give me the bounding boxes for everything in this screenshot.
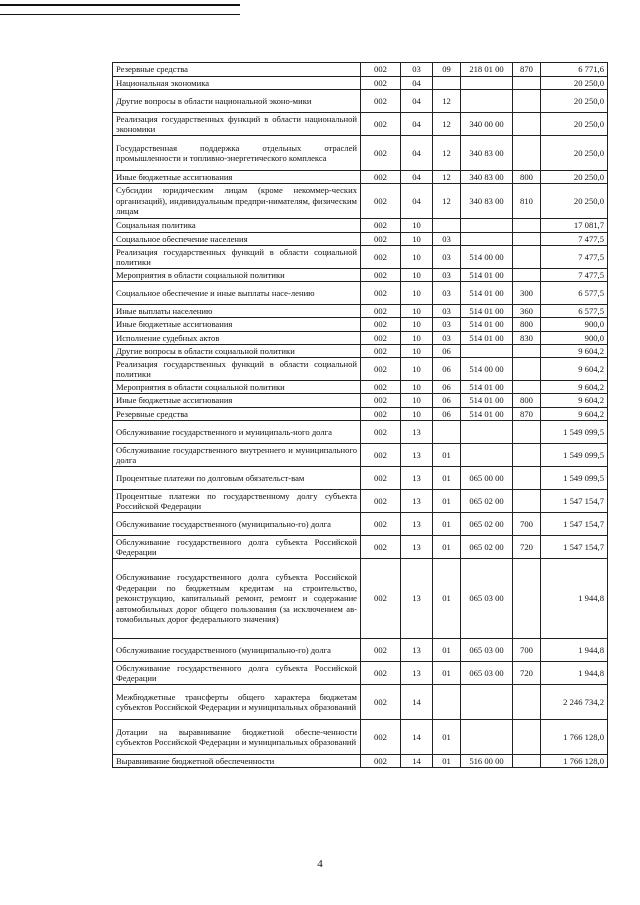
header-rule-thick bbox=[0, 4, 240, 6]
row-name bbox=[113, 685, 361, 720]
row-ved-code: 002 bbox=[361, 755, 401, 768]
row-ved-code: 002 bbox=[361, 246, 401, 269]
row-section-code: 13 bbox=[401, 444, 433, 467]
row-subsection-code: 01 bbox=[433, 755, 461, 768]
row-name bbox=[113, 662, 361, 685]
row-ved-code: 002 bbox=[361, 720, 401, 755]
row-name bbox=[113, 394, 361, 408]
row-expense-type-code bbox=[513, 381, 541, 394]
row-target-code: 340 83 00 bbox=[461, 136, 513, 171]
row-name bbox=[113, 444, 361, 467]
row-amount: 900,0 bbox=[541, 318, 608, 332]
row-expense-type-code bbox=[513, 345, 541, 358]
row-name-text: Социальная политика bbox=[116, 220, 196, 231]
row-amount: 9 604,2 bbox=[541, 408, 608, 421]
row-ved-code: 002 bbox=[361, 536, 401, 559]
row-target-code: 514 01 00 bbox=[461, 381, 513, 394]
row-section-code: 10 bbox=[401, 332, 433, 345]
table-row bbox=[113, 305, 608, 318]
row-amount: 2 246 734,2 bbox=[541, 685, 608, 720]
row-amount: 7 477,5 bbox=[541, 269, 608, 282]
row-target-code: 514 00 00 bbox=[461, 246, 513, 269]
table-row bbox=[113, 63, 608, 77]
row-name bbox=[113, 490, 361, 513]
row-amount: 1 549 099,5 bbox=[541, 467, 608, 490]
row-name-text: Обслуживание государственного внутреннего и муниципального долга bbox=[116, 444, 357, 465]
row-subsection-code: 03 bbox=[433, 233, 461, 246]
row-name bbox=[113, 639, 361, 662]
row-target-code: 340 00 00 bbox=[461, 113, 513, 136]
row-name bbox=[113, 408, 361, 421]
row-ved-code: 002 bbox=[361, 559, 401, 639]
row-name-text: Процентные платежи по государственному долгу субъекта Российской Федерации bbox=[116, 490, 357, 511]
row-subsection-code: 12 bbox=[433, 136, 461, 171]
row-expense-type-code bbox=[513, 219, 541, 233]
row-subsection-code: 01 bbox=[433, 662, 461, 685]
row-name-text: Обслуживание государственного долга субъекта Российской Федерации bbox=[116, 662, 357, 683]
row-ved-code: 002 bbox=[361, 282, 401, 305]
table-row bbox=[113, 394, 608, 408]
row-amount: 6 577,5 bbox=[541, 282, 608, 305]
table-row bbox=[113, 536, 608, 559]
table-row bbox=[113, 113, 608, 136]
row-section-code: 13 bbox=[401, 559, 433, 639]
row-name-text: Исполнение судебных актов bbox=[116, 332, 220, 343]
row-section-code: 14 bbox=[401, 685, 433, 720]
row-ved-code: 002 bbox=[361, 63, 401, 77]
row-subsection-code: 12 bbox=[433, 113, 461, 136]
row-target-code bbox=[461, 720, 513, 755]
row-section-code: 10 bbox=[401, 408, 433, 421]
row-section-code: 10 bbox=[401, 269, 433, 282]
row-name-text: Иные выплаты населению bbox=[116, 305, 213, 316]
row-name-text: Социальное обеспечение и иные выплаты насе-лению bbox=[116, 287, 315, 298]
row-subsection-code: 03 bbox=[433, 246, 461, 269]
row-subsection-code: 03 bbox=[433, 332, 461, 345]
row-name bbox=[113, 332, 361, 345]
row-name-text: Обслуживание государственного долга субъекта Российской Федерации по бюджетным кредитам на строительство, реконструкцию, капитальный ремонт, ремонт и содержание автомобильных дорог общего пользования (за исключением ав-томобильных дорог федерального значения) bbox=[116, 572, 357, 625]
row-section-code: 13 bbox=[401, 536, 433, 559]
row-target-code: 065 02 00 bbox=[461, 536, 513, 559]
row-name bbox=[113, 282, 361, 305]
budget-table-body bbox=[113, 63, 608, 768]
table-row bbox=[113, 662, 608, 685]
row-target-code: 218 01 00 bbox=[461, 63, 513, 77]
row-subsection-code: 03 bbox=[433, 269, 461, 282]
row-name bbox=[113, 171, 361, 184]
row-name-text: Мероприятия в области социальной политики bbox=[116, 269, 285, 280]
row-subsection-code: 01 bbox=[433, 720, 461, 755]
row-target-code: 514 01 00 bbox=[461, 282, 513, 305]
row-name bbox=[113, 305, 361, 318]
row-target-code bbox=[461, 77, 513, 90]
row-name bbox=[113, 513, 361, 536]
table-row bbox=[113, 184, 608, 219]
row-subsection-code: 12 bbox=[433, 171, 461, 184]
row-amount: 20 250,0 bbox=[541, 90, 608, 113]
row-amount: 1 944,8 bbox=[541, 639, 608, 662]
row-name bbox=[113, 559, 361, 639]
row-ved-code: 002 bbox=[361, 77, 401, 90]
row-ved-code: 002 bbox=[361, 662, 401, 685]
row-name-text: Иные бюджетные ассигнования bbox=[116, 171, 233, 182]
row-section-code: 10 bbox=[401, 318, 433, 332]
row-amount: 1 547 154,7 bbox=[541, 536, 608, 559]
row-target-code bbox=[461, 444, 513, 467]
row-target-code: 514 01 00 bbox=[461, 394, 513, 408]
row-amount: 1 766 128,0 bbox=[541, 720, 608, 755]
row-ved-code: 002 bbox=[361, 136, 401, 171]
row-name bbox=[113, 720, 361, 755]
row-name-text: Обслуживание государственного (муниципально-го) долга bbox=[116, 644, 331, 655]
row-name bbox=[113, 63, 361, 77]
row-ved-code: 002 bbox=[361, 332, 401, 345]
row-expense-type-code bbox=[513, 559, 541, 639]
table-row bbox=[113, 332, 608, 345]
table-row bbox=[113, 77, 608, 90]
row-ved-code: 002 bbox=[361, 90, 401, 113]
row-name bbox=[113, 219, 361, 233]
row-target-code: 514 01 00 bbox=[461, 318, 513, 332]
row-ved-code: 002 bbox=[361, 408, 401, 421]
row-amount: 20 250,0 bbox=[541, 136, 608, 171]
row-ved-code: 002 bbox=[361, 381, 401, 394]
row-target-code: 514 00 00 bbox=[461, 358, 513, 381]
row-expense-type-code bbox=[513, 490, 541, 513]
row-name-text: Национальная экономика bbox=[116, 77, 210, 88]
row-name bbox=[113, 755, 361, 768]
row-expense-type-code: 360 bbox=[513, 305, 541, 318]
row-section-code: 03 bbox=[401, 63, 433, 77]
row-expense-type-code: 720 bbox=[513, 662, 541, 685]
row-subsection-code: 06 bbox=[433, 381, 461, 394]
table-row bbox=[113, 559, 608, 639]
row-amount: 17 081,7 bbox=[541, 219, 608, 233]
table-row bbox=[113, 358, 608, 381]
row-expense-type-code bbox=[513, 467, 541, 490]
row-name-text: Мероприятия в области социальной политики bbox=[116, 381, 285, 392]
row-section-code: 10 bbox=[401, 246, 433, 269]
row-ved-code: 002 bbox=[361, 219, 401, 233]
row-name bbox=[113, 184, 361, 219]
row-amount: 900,0 bbox=[541, 332, 608, 345]
row-ved-code: 002 bbox=[361, 685, 401, 720]
row-subsection-code bbox=[433, 77, 461, 90]
row-expense-type-code: 300 bbox=[513, 282, 541, 305]
row-amount: 7 477,5 bbox=[541, 233, 608, 246]
row-name bbox=[113, 345, 361, 358]
row-name-text: Обслуживание государственного и муниципаль-ного долга bbox=[116, 426, 332, 437]
row-subsection-code: 03 bbox=[433, 282, 461, 305]
row-subsection-code: 09 bbox=[433, 63, 461, 77]
row-name bbox=[113, 233, 361, 246]
row-target-code: 514 01 00 bbox=[461, 269, 513, 282]
table-row bbox=[113, 467, 608, 490]
row-name-text: Другие вопросы в области социальной политики bbox=[116, 345, 295, 356]
row-section-code: 10 bbox=[401, 233, 433, 246]
row-subsection-code: 03 bbox=[433, 318, 461, 332]
row-section-code: 10 bbox=[401, 345, 433, 358]
table-row bbox=[113, 513, 608, 536]
row-target-code: 065 03 00 bbox=[461, 662, 513, 685]
row-ved-code: 002 bbox=[361, 358, 401, 381]
table-row bbox=[113, 90, 608, 113]
row-name-text: Социальное обеспечение населения bbox=[116, 233, 248, 244]
row-amount: 6 577,5 bbox=[541, 305, 608, 318]
row-section-code: 04 bbox=[401, 171, 433, 184]
row-name bbox=[113, 136, 361, 171]
row-subsection-code: 06 bbox=[433, 358, 461, 381]
row-target-code: 065 03 00 bbox=[461, 639, 513, 662]
row-subsection-code: 01 bbox=[433, 559, 461, 639]
row-amount: 9 604,2 bbox=[541, 345, 608, 358]
row-subsection-code: 01 bbox=[433, 467, 461, 490]
row-amount: 9 604,2 bbox=[541, 358, 608, 381]
row-amount: 20 250,0 bbox=[541, 184, 608, 219]
row-name-text: Дотации на выравнивание бюджетной обеспе-ченности субъектов Российской Федерации и муниципальных образований bbox=[116, 726, 357, 747]
budget-table bbox=[112, 62, 608, 768]
row-expense-type-code: 810 bbox=[513, 184, 541, 219]
row-ved-code: 002 bbox=[361, 639, 401, 662]
row-amount: 9 604,2 bbox=[541, 394, 608, 408]
row-name-text: Иные бюджетные ассигнования bbox=[116, 319, 233, 330]
row-section-code: 13 bbox=[401, 639, 433, 662]
row-expense-type-code bbox=[513, 136, 541, 171]
row-target-code: 340 83 00 bbox=[461, 171, 513, 184]
row-expense-type-code bbox=[513, 421, 541, 444]
table-row bbox=[113, 381, 608, 394]
row-name bbox=[113, 381, 361, 394]
table-row bbox=[113, 171, 608, 184]
row-ved-code: 002 bbox=[361, 171, 401, 184]
row-amount: 1 547 154,7 bbox=[541, 513, 608, 536]
table-row bbox=[113, 318, 608, 332]
row-expense-type-code bbox=[513, 269, 541, 282]
row-target-code: 065 03 00 bbox=[461, 559, 513, 639]
row-ved-code: 002 bbox=[361, 269, 401, 282]
row-name-text: Реализация государственных функций в области социальной политики bbox=[116, 246, 357, 267]
row-name-text: Государственная поддержка отдельных отраслей промышленности и топливно-энергетического комплекса bbox=[116, 142, 357, 163]
row-target-code: 514 01 00 bbox=[461, 332, 513, 345]
row-subsection-code: 01 bbox=[433, 444, 461, 467]
row-expense-type-code bbox=[513, 444, 541, 467]
row-amount: 1 944,8 bbox=[541, 662, 608, 685]
row-expense-type-code: 870 bbox=[513, 408, 541, 421]
row-expense-type-code: 700 bbox=[513, 639, 541, 662]
row-subsection-code: 01 bbox=[433, 490, 461, 513]
row-ved-code: 002 bbox=[361, 394, 401, 408]
row-expense-type-code bbox=[513, 113, 541, 136]
row-name bbox=[113, 113, 361, 136]
row-amount: 1 547 154,7 bbox=[541, 490, 608, 513]
row-section-code: 13 bbox=[401, 467, 433, 490]
row-name bbox=[113, 358, 361, 381]
row-subsection-code: 06 bbox=[433, 345, 461, 358]
row-expense-type-code bbox=[513, 233, 541, 246]
row-expense-type-code bbox=[513, 755, 541, 768]
row-subsection-code: 12 bbox=[433, 90, 461, 113]
row-target-code: 516 00 00 bbox=[461, 755, 513, 768]
row-expense-type-code bbox=[513, 720, 541, 755]
row-expense-type-code: 800 bbox=[513, 394, 541, 408]
row-amount: 1 549 099,5 bbox=[541, 421, 608, 444]
row-expense-type-code: 830 bbox=[513, 332, 541, 345]
row-section-code: 04 bbox=[401, 113, 433, 136]
row-name-text: Межбюджетные трансферты общего характера бюджетам субъектов Российской Федерации и муниципальных образований bbox=[116, 691, 357, 712]
row-ved-code: 002 bbox=[361, 113, 401, 136]
table-row bbox=[113, 408, 608, 421]
row-name-text: Субсидии юридическим лицам (кроме некоммер-ческих организаций), индивидуальным предпри-нимателям, физическим лицам bbox=[116, 185, 357, 217]
row-section-code: 04 bbox=[401, 77, 433, 90]
row-subsection-code: 06 bbox=[433, 408, 461, 421]
row-target-code bbox=[461, 421, 513, 444]
row-ved-code: 002 bbox=[361, 490, 401, 513]
row-ved-code: 002 bbox=[361, 184, 401, 219]
row-amount: 20 250,0 bbox=[541, 171, 608, 184]
row-expense-type-code: 800 bbox=[513, 318, 541, 332]
row-name-text: Обслуживание государственного долга субъекта Российской Федерации bbox=[116, 536, 357, 557]
row-section-code: 13 bbox=[401, 513, 433, 536]
row-ved-code: 002 bbox=[361, 421, 401, 444]
row-target-code: 514 01 00 bbox=[461, 408, 513, 421]
row-name bbox=[113, 318, 361, 332]
row-amount: 6 771,6 bbox=[541, 63, 608, 77]
row-target-code: 065 02 00 bbox=[461, 513, 513, 536]
row-target-code: 065 02 00 bbox=[461, 490, 513, 513]
row-section-code: 14 bbox=[401, 755, 433, 768]
row-subsection-code: 01 bbox=[433, 639, 461, 662]
row-section-code: 13 bbox=[401, 662, 433, 685]
row-subsection-code: 06 bbox=[433, 394, 461, 408]
row-target-code: 514 01 00 bbox=[461, 305, 513, 318]
row-ved-code: 002 bbox=[361, 305, 401, 318]
row-target-code bbox=[461, 90, 513, 113]
row-expense-type-code bbox=[513, 246, 541, 269]
row-ved-code: 002 bbox=[361, 233, 401, 246]
table-row bbox=[113, 233, 608, 246]
row-target-code bbox=[461, 233, 513, 246]
row-subsection-code: 03 bbox=[433, 305, 461, 318]
row-expense-type-code: 700 bbox=[513, 513, 541, 536]
row-expense-type-code bbox=[513, 77, 541, 90]
row-section-code: 10 bbox=[401, 305, 433, 318]
row-section-code: 04 bbox=[401, 184, 433, 219]
table-row bbox=[113, 685, 608, 720]
table-row bbox=[113, 219, 608, 233]
row-target-code bbox=[461, 685, 513, 720]
row-name-text: Иные бюджетные ассигнования bbox=[116, 395, 233, 406]
row-amount: 1 549 099,5 bbox=[541, 444, 608, 467]
row-section-code: 14 bbox=[401, 720, 433, 755]
row-subsection-code: 12 bbox=[433, 184, 461, 219]
row-expense-type-code: 720 bbox=[513, 536, 541, 559]
row-ved-code: 002 bbox=[361, 318, 401, 332]
row-target-code bbox=[461, 345, 513, 358]
row-name bbox=[113, 467, 361, 490]
row-ved-code: 002 bbox=[361, 513, 401, 536]
row-section-code: 10 bbox=[401, 358, 433, 381]
row-section-code: 04 bbox=[401, 136, 433, 171]
table-row bbox=[113, 490, 608, 513]
row-amount: 20 250,0 bbox=[541, 77, 608, 90]
table-row bbox=[113, 720, 608, 755]
row-name-text: Реализация государственных функций в области национальной экономики bbox=[116, 113, 357, 134]
row-subsection-code: 01 bbox=[433, 513, 461, 536]
row-ved-code: 002 bbox=[361, 345, 401, 358]
row-name bbox=[113, 90, 361, 113]
row-expense-type-code bbox=[513, 685, 541, 720]
row-section-code: 13 bbox=[401, 490, 433, 513]
table-row bbox=[113, 282, 608, 305]
row-ved-code: 002 bbox=[361, 444, 401, 467]
row-target-code: 340 83 00 bbox=[461, 184, 513, 219]
row-amount: 9 604,2 bbox=[541, 381, 608, 394]
row-section-code: 10 bbox=[401, 282, 433, 305]
row-expense-type-code: 870 bbox=[513, 63, 541, 77]
row-name-text: Обслуживание государственного (муниципально-го) долга bbox=[116, 518, 331, 529]
row-name bbox=[113, 77, 361, 90]
row-name-text: Процентные платежи по долговым обязательст-вам bbox=[116, 472, 305, 483]
row-expense-type-code: 800 bbox=[513, 171, 541, 184]
row-amount: 20 250,0 bbox=[541, 113, 608, 136]
row-target-code: 065 00 00 bbox=[461, 467, 513, 490]
row-subsection-code: 01 bbox=[433, 536, 461, 559]
row-ved-code: 002 bbox=[361, 467, 401, 490]
row-subsection-code bbox=[433, 685, 461, 720]
row-name-text: Реализация государственных функций в области социальной политики bbox=[116, 358, 357, 379]
row-expense-type-code bbox=[513, 90, 541, 113]
row-subsection-code bbox=[433, 219, 461, 233]
table-row bbox=[113, 755, 608, 768]
row-subsection-code bbox=[433, 421, 461, 444]
row-section-code: 10 bbox=[401, 219, 433, 233]
row-amount: 1 766 128,0 bbox=[541, 755, 608, 768]
row-target-code bbox=[461, 219, 513, 233]
table-row bbox=[113, 246, 608, 269]
row-name bbox=[113, 421, 361, 444]
table-row bbox=[113, 136, 608, 171]
table-row bbox=[113, 269, 608, 282]
table-row bbox=[113, 444, 608, 467]
row-name-text: Другие вопросы в области национальной эконо-мики bbox=[116, 95, 312, 106]
table-row bbox=[113, 345, 608, 358]
row-name-text: Выравнивание бюджетной обеспеченности bbox=[116, 755, 275, 766]
row-amount: 7 477,5 bbox=[541, 246, 608, 269]
table-row bbox=[113, 421, 608, 444]
row-name-text: Резервные средства bbox=[116, 64, 188, 75]
row-section-code: 04 bbox=[401, 90, 433, 113]
row-expense-type-code bbox=[513, 358, 541, 381]
row-name bbox=[113, 246, 361, 269]
header-rule-thin bbox=[0, 14, 240, 15]
row-section-code: 10 bbox=[401, 381, 433, 394]
row-section-code: 10 bbox=[401, 394, 433, 408]
table-row bbox=[113, 639, 608, 662]
row-section-code: 13 bbox=[401, 421, 433, 444]
row-name bbox=[113, 269, 361, 282]
row-amount: 1 944,8 bbox=[541, 559, 608, 639]
row-name-text: Резервные средства bbox=[116, 408, 188, 419]
row-name bbox=[113, 536, 361, 559]
page-number: 4 bbox=[317, 858, 323, 870]
